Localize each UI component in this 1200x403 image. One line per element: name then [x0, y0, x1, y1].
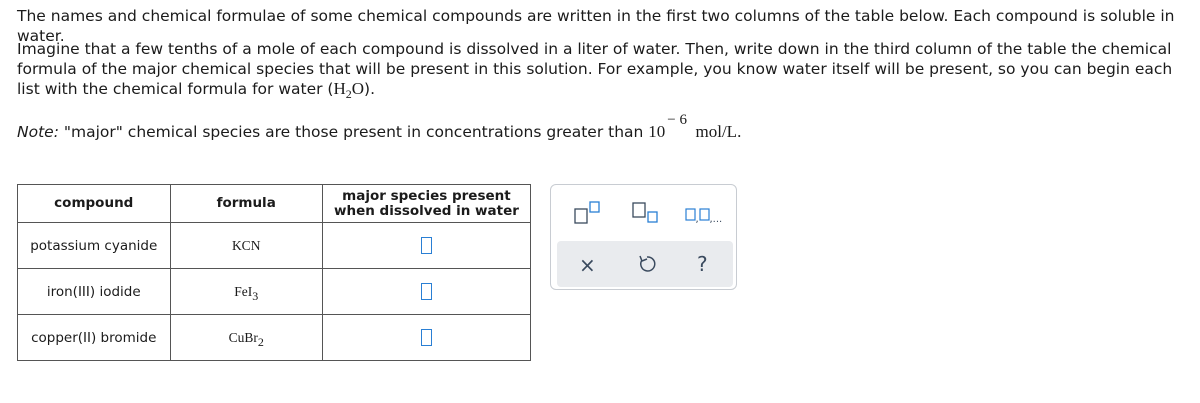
header-major-species: major species present when dissolved in water: [322, 185, 530, 223]
answer-input[interactable]: [421, 237, 432, 254]
table-row: [18, 269, 531, 315]
answer-input[interactable]: [421, 283, 432, 300]
table-header-row: [18, 185, 531, 223]
compound-formula: KCN: [170, 223, 322, 269]
compound-formula: FeI3: [170, 269, 322, 315]
instructions-text: Imagine that a few tenths of a mole of each compound is dissolved in a liter of water. Then, write down in the third column of the table the chemical formula of the major chemical species that will be present in this solution. For example, you know water itself will be present, so you can begin each list with the chemical formula for water (: [17, 40, 1173, 98]
compound-name: potassium cyanide: [18, 223, 171, 269]
svg-text:,...: ,...: [709, 214, 723, 225]
undo-button[interactable]: [637, 254, 657, 278]
species-answer-cell[interactable]: [322, 315, 530, 361]
superscript-button[interactable]: [573, 200, 603, 226]
concentration-value: 10− 6 mol/L.: [648, 112, 742, 141]
intro-paragraph: The names and chemical formulae of some chemical compounds are written in the first two columns of the table below. Each compound is soluble in water.: [17, 7, 1175, 45]
palette-action-bar: [557, 241, 733, 287]
compound-table: [17, 184, 531, 361]
note-label: Note:: [17, 123, 59, 141]
compound-name: iron(III) iodide: [18, 269, 171, 315]
answer-input[interactable]: [421, 329, 432, 346]
list-button[interactable]: [685, 205, 733, 225]
species-answer-cell[interactable]: [322, 269, 530, 315]
species-answer-cell[interactable]: [322, 223, 530, 269]
subscript-icon: [631, 200, 661, 226]
table-row: [18, 315, 531, 361]
instructions-paragraph: Imagine that a few tenths of a mole of each compound is dissolved in a liter of water. Then, write down in the third column of the table the chemical formula of the major chemical species that will be present in this solution. For example, you know water itself will be present, so you can begin each list with the chemical formula for water $(H_2O)$.: [17, 40, 1173, 101]
header-compound: compound: [18, 185, 171, 223]
clear-button[interactable]: ×: [579, 253, 596, 277]
header-formula: formula: [170, 185, 322, 223]
svg-text:,: ,: [695, 214, 699, 225]
help-button[interactable]: ?: [697, 252, 708, 276]
math-palette: [550, 184, 737, 290]
water-formula: $H_2O$: [333, 79, 365, 101]
note-paragraph: Note: "major" chemical species are those present in concentrations greater than 10− 6 mol/L.: [17, 112, 742, 141]
undo-icon: [637, 254, 657, 274]
compound-name: copper(II) bromide: [18, 315, 171, 361]
subscript-button[interactable]: [631, 200, 661, 226]
comma-list-icon: [685, 205, 733, 225]
compound-formula: CuBr2: [170, 315, 322, 361]
superscript-icon: [573, 200, 603, 226]
table-row: [18, 223, 531, 269]
